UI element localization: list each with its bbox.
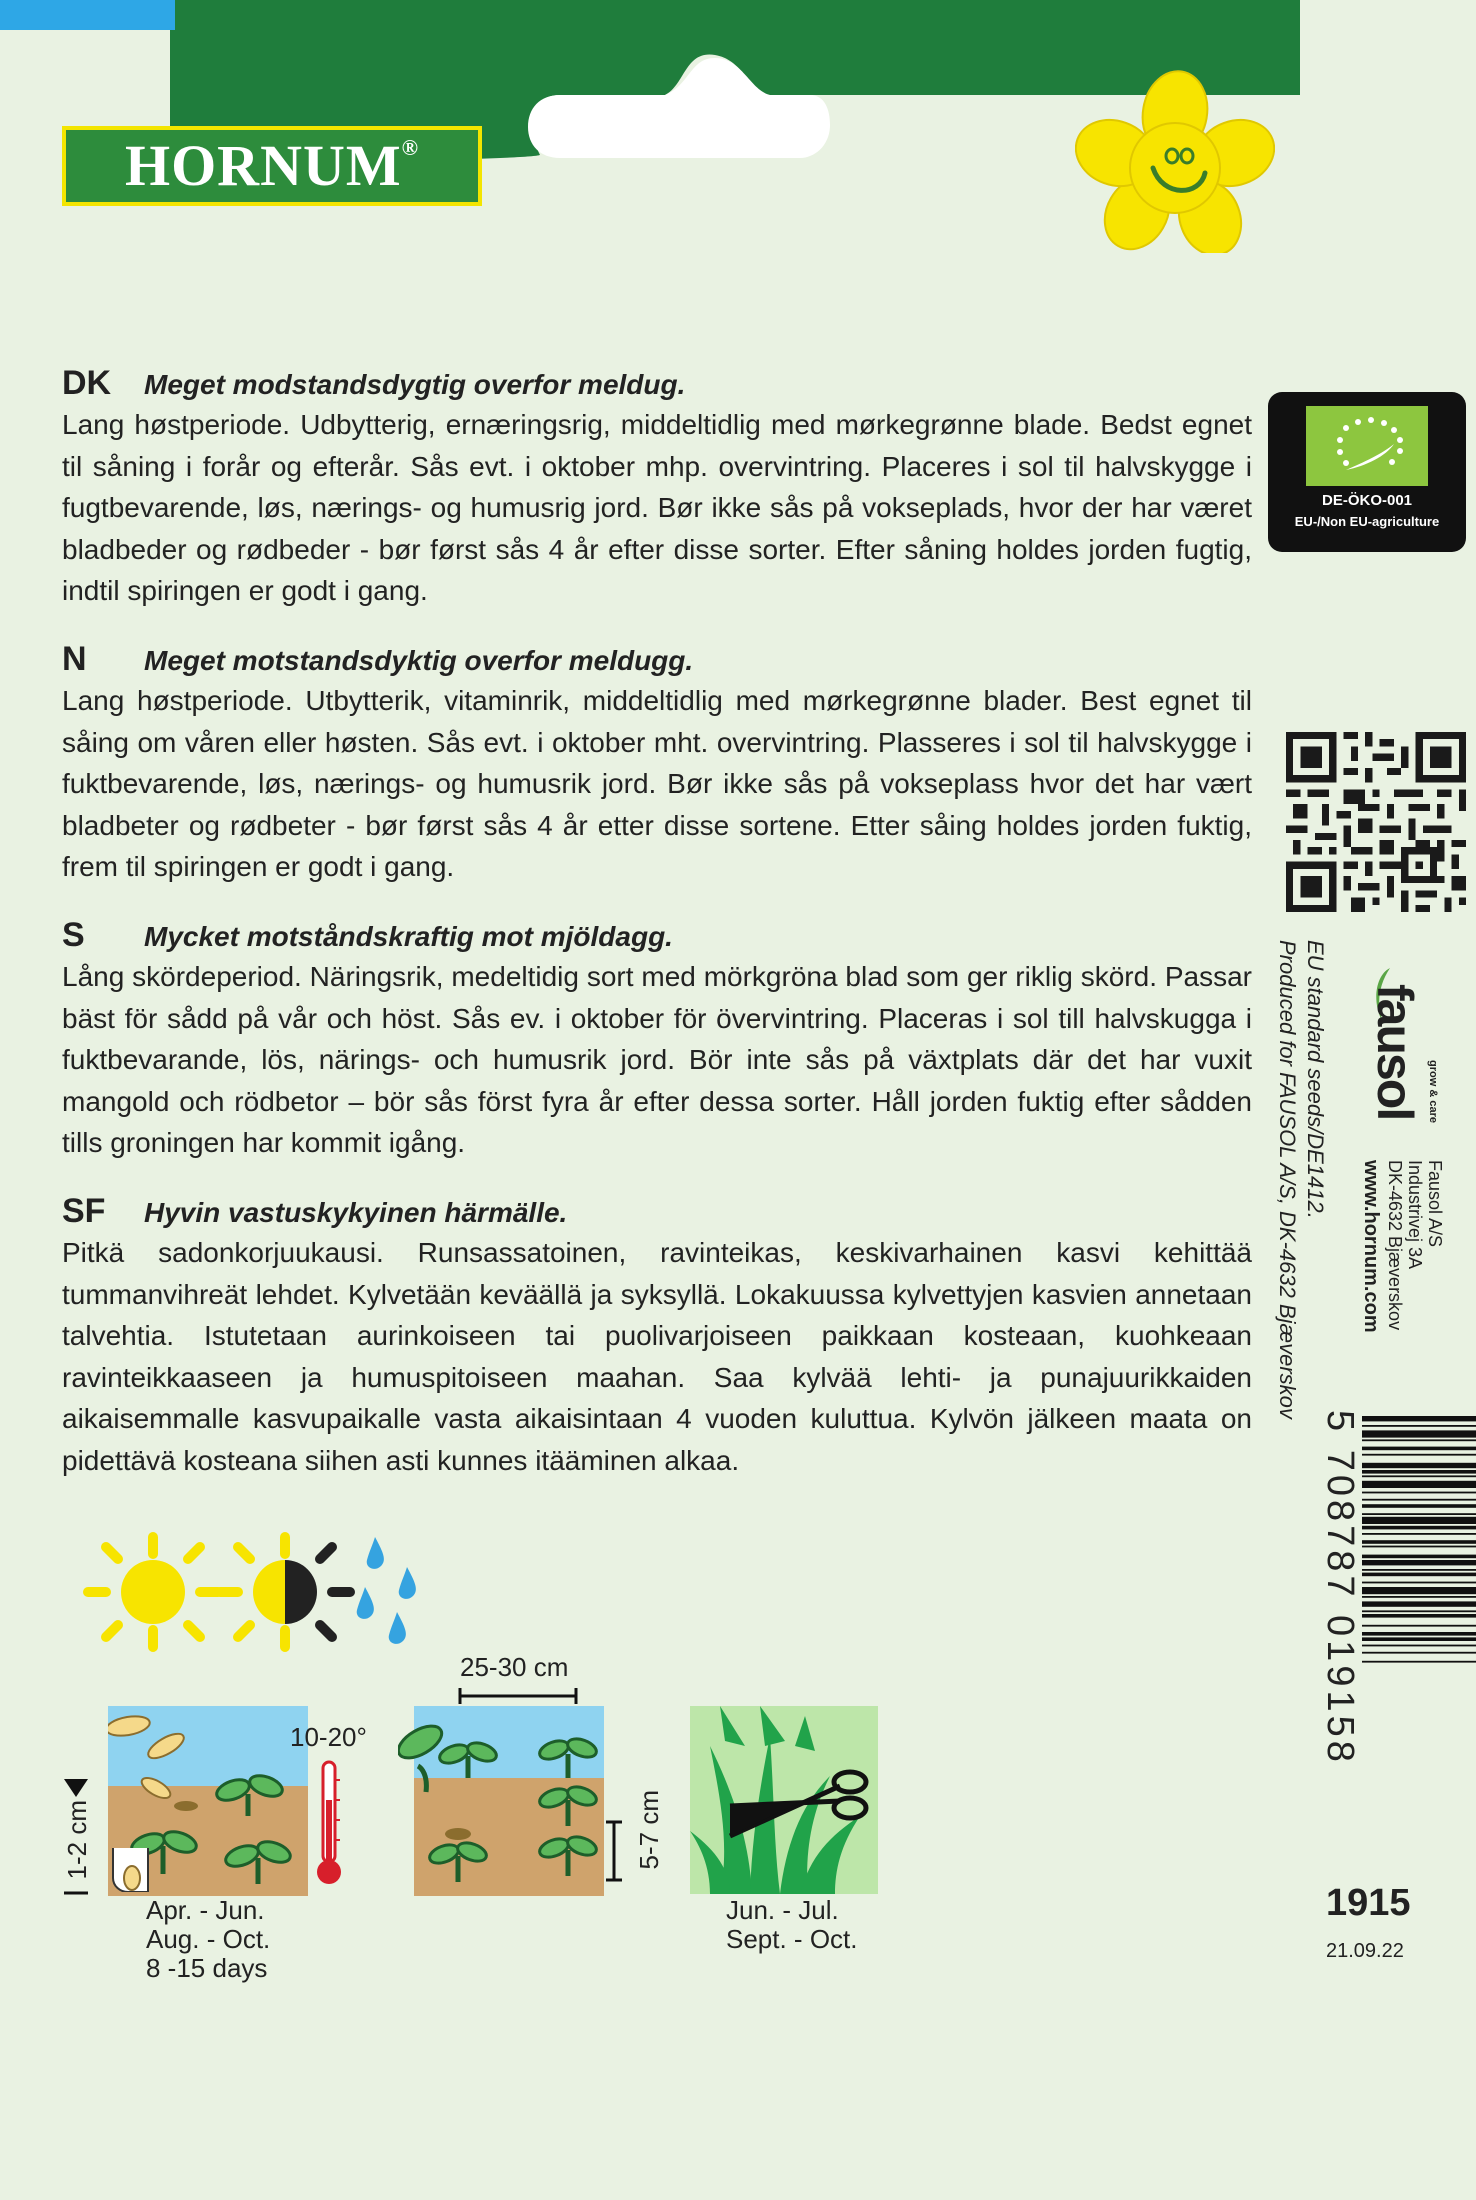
barcode-bar (1362, 1504, 1476, 1508)
section-dk (62, 364, 1252, 612)
section-s (62, 916, 1252, 1164)
barcode-bar (1362, 1416, 1476, 1421)
barcode-bar (1362, 1596, 1476, 1598)
barcode-bar (1362, 1447, 1476, 1451)
fausol-logo (1367, 966, 1423, 1178)
brand-name: HORNUM® (124, 133, 420, 198)
barcode-bar (1362, 1430, 1476, 1437)
section-title: Mycket motståndskraftig mot mjöldagg. (144, 921, 673, 952)
germination-days: 8 -15 days (146, 1953, 268, 1983)
hornum-logo (62, 126, 482, 206)
full-sun-icon (78, 1532, 228, 1652)
section-body: Lang høstperiode. Utbytterik, vitaminrik, middeltidlig med mørkegrønne blader. Best egnet til såing om våren eller høsten. Sås evt. i oktober mht. overvintring. Plasseres i sol til halvskygge i fuktbevarende, løs, nærings- og humusrik jord. Bør ikke sås på vokseplass hvor det har vært bladbeter og rødbeter - bør først sås 4 år etter disse sortene. Etter såing holdes jorden fuktig, frem til spiringen er godt i gang. (62, 685, 1252, 882)
barcode-bar (1362, 1569, 1476, 1571)
barcode-bar (1362, 1439, 1476, 1441)
water-drops-icon (345, 1532, 435, 1652)
eu-organic-label (1268, 392, 1466, 552)
barcode-bar (1362, 1652, 1476, 1654)
section-body: Lång skördeperiod. Näringsrik, medeltidig sort med mörkgröna blad som ger riklig skörd. Passar bäst för sådd på vår och höst. Sås ev. i oktober för övervintring. Placeras i sol till halvskugga i fuktbevarande, lös, närings- och humusrik jord. Bör inte sås på växtplats där det har vuxit mangold och rödbetor – bör sås först fyra år efter dessa sorter. Håll jorden fuktig efter sådden tills groningen har kommit igång. (62, 961, 1252, 1158)
barcode-bar (1362, 1533, 1476, 1535)
fausol-brand: fausol (1367, 984, 1423, 1120)
barcode-bar (1362, 1454, 1476, 1456)
barcode-bar (1362, 1513, 1476, 1515)
lang-code: SF (62, 1192, 106, 1230)
barcode-bar (1362, 1526, 1476, 1530)
section-title: Meget motstandsdyktig overfor meldugg. (144, 645, 694, 676)
barcode-bar (1362, 1610, 1476, 1612)
barcode-bar (1362, 1637, 1476, 1641)
barcode-bar (1362, 1463, 1476, 1468)
eu-standard-text: EU standard seeds/DE1412. (1303, 940, 1328, 1219)
address-line-3: DK-4632 Bjæverskov (1385, 1160, 1405, 1331)
organic-origin: EU-/Non EU-agriculture (1294, 514, 1440, 529)
item-number: 1915 (1326, 1882, 1411, 1924)
spacing-illustration (398, 1706, 604, 1896)
barcode-bar (1362, 1517, 1476, 1524)
section-body: Lang høstperiode. Udbytterig, ernæringsrig, middeltidlig med mørkegrønne blade. Bedst egnet til såning i forår og efterår. Sås evt. i oktober mhp. overvintring. Placeres i sol til halvskygge i fugtbevarende, løs, nærings- og humusrig jord. Bør ikke sås på vokseplads, hvor der har været bladbeder og rødbeder - bør først sås 4 år efter disse sorter. Efter såning holdes jorden fugtig, indtil spiringen er godt i gang. (62, 409, 1252, 606)
sow-months-1: Apr. - Jun. (146, 1895, 265, 1925)
date-code: 21.09.22 (1326, 1940, 1404, 1962)
eu-organic-leaf-icon (1306, 406, 1428, 486)
harvest-months-2: Sept. - Oct. (726, 1924, 858, 1954)
barcode[interactable] (1362, 1412, 1476, 1860)
sow-months-2: Aug. - Oct. (146, 1924, 271, 1954)
row-spacing-bracket (458, 1686, 578, 1706)
section-title: Hyvin vastuskykyinen härmälle. (144, 1197, 568, 1228)
produced-for-text: Produced for FAUSOL A/S, DK-4632 Bjæverskov (1275, 940, 1300, 1419)
barcode-bar (1362, 1481, 1476, 1488)
plant-spacing-bracket (604, 1820, 624, 1882)
barcode-bar (1362, 1425, 1476, 1427)
qr-code[interactable] (1286, 732, 1466, 912)
barcode-bar (1362, 1546, 1476, 1548)
website-text: www.hornum.com (1360, 1160, 1382, 1333)
barcode-bar (1362, 1632, 1476, 1636)
temperature-label: 10-20° (290, 1722, 367, 1752)
barcode-bar (1362, 1540, 1476, 1544)
barcode-bar (1362, 1582, 1476, 1584)
address-line-1: Fausol A/S (1425, 1160, 1445, 1248)
section-title: Meget modstandsdygtig overfor meldug. (144, 369, 686, 400)
barcode-bar (1362, 1560, 1476, 1565)
barcode-number: 5 708787 019158 (1319, 1410, 1361, 1766)
barcode-bar (1362, 1614, 1476, 1618)
harvest-illustration (690, 1706, 878, 1894)
barcode-bar (1362, 1645, 1476, 1647)
organic-code: DE-ÖKO-001 (1321, 492, 1413, 509)
lang-code: DK (62, 364, 112, 402)
lang-code: S (62, 916, 85, 954)
section-n (62, 640, 1252, 888)
barcode-bar (1362, 1625, 1476, 1627)
plant-spacing-label: 5-7 cm (634, 1790, 664, 1870)
barcode-bar (1362, 1601, 1476, 1606)
lang-code: N (62, 640, 87, 678)
harvest-months-1: Jun. - Jul. (726, 1895, 839, 1925)
barcode-bar (1362, 1492, 1476, 1494)
barcode-bar (1362, 1475, 1476, 1477)
barcode-bar (1362, 1661, 1476, 1663)
section-sf (62, 1192, 1252, 1481)
row-spacing-label: 25-30 cm (460, 1652, 569, 1682)
sowing-depth-label: 1-2 cm (62, 1800, 92, 1880)
barcode-bar (1362, 1587, 1476, 1594)
barcode-bar (1362, 1555, 1476, 1559)
thermometer-icon (316, 1760, 342, 1890)
address-line-2: Industrivej 3A (1405, 1160, 1425, 1270)
fausol-tagline: grow & care (1427, 1060, 1439, 1123)
sowing-caption (146, 1896, 270, 1983)
partial-shade-icon (210, 1532, 360, 1652)
section-body: Pitkä sadonkorjuukausi. Runsassatoinen, ravinteikas, keskivarhainen kasvi kehittää tummanvihreät lehdet. Kylvetään keväällä ja syksyllä. Lokakuussa kylvettyjen kasvien annetaan talvehtia. Istutetaan aurinkoiseen tai puolivarjoiseen paikkaan kosteaan, kuohkeaan ravinteikkaaseen ja humuspitoiseen maahan. Saa kylvää lehti- ja punajuurikkaiden aikaisemmalle kasvupaikalle vasta aikaisintaan 4 vuoden kuluttua. Kylvön jälkeen maata on pidettävä kosteana siihen asti kunnes itääminen alkaa. (62, 1237, 1252, 1476)
harvest-caption (726, 1896, 858, 1954)
barcode-bar (1362, 1499, 1476, 1501)
seed-depth-icon (108, 1848, 152, 1892)
barcode-bar (1362, 1573, 1476, 1577)
barcode-bar (1362, 1470, 1476, 1474)
flower-mascot-icon (1075, 68, 1275, 253)
